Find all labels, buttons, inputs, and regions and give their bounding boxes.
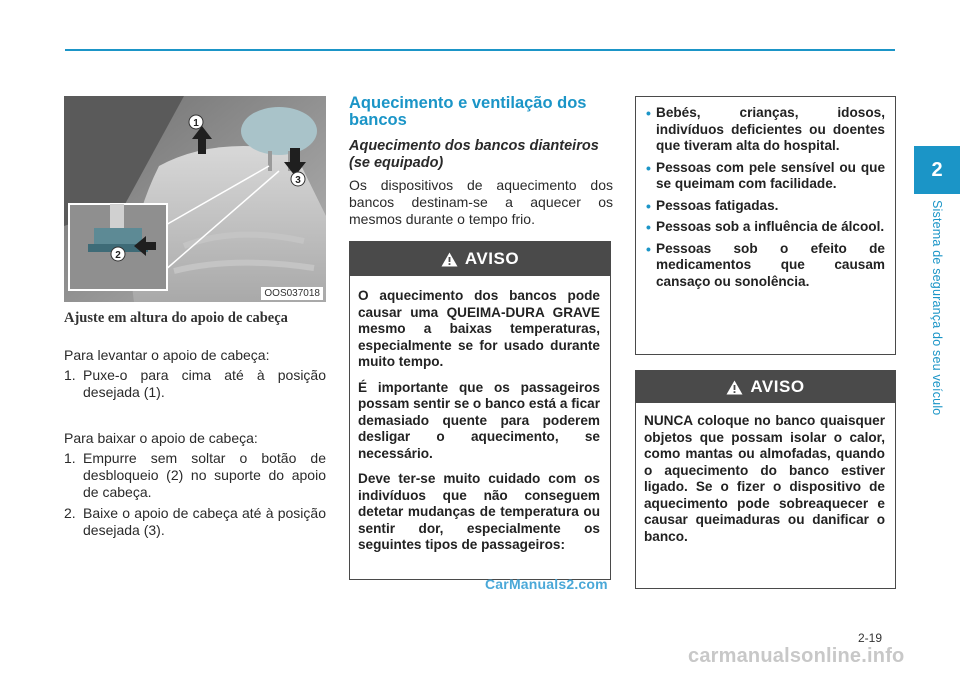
figure-code: OOS037018 (261, 287, 323, 300)
callout-3: 3 (295, 175, 301, 186)
seat-heating-heading: Aquecimento e ventilação dos bancos (349, 94, 587, 129)
chapter-side-title (917, 200, 957, 440)
bullet-icon: • (646, 159, 651, 176)
watermark-link[interactable]: CarManuals2.com (485, 576, 608, 592)
warning-body (350, 276, 610, 564)
headrest-height-heading: Ajuste em altura do apoio de cabeça (64, 310, 288, 326)
lower-intro: Para baixar o apoio de cabeça: (64, 430, 258, 446)
warning-triangle-icon (726, 380, 743, 395)
warning-body (636, 403, 895, 555)
list-item: • Pessoas sob o efeito de medicamentos que causam cansaço ou sonolência. (646, 240, 885, 289)
bullet-icon: • (646, 219, 651, 235)
bullet-icon: • (646, 240, 651, 257)
warning-header (636, 371, 895, 403)
list-item: 2. Baixe o apoio de cabeça até à posição desejada (3). (64, 505, 326, 538)
warning-paragraph: NUNCA coloque no banco quaisquer objetos que possam isolar o calor, como mantas ou almofadas, quando o aquecimento do banco estiver ligado. Se o fizer o dispositivo de aquecimento pode sobreaquecer e causar queimaduras ou danificar o banco. (644, 413, 885, 544)
headrest-figure (64, 96, 326, 302)
warning-box-burns (349, 241, 611, 580)
seat-heating-intro: Os dispositivos de aquecimento dos bancos destinam-se a aquecer os mesmos durante o tempo frio. (349, 177, 613, 227)
list-item: • Pessoas com pele sensível ou que se queimam com facilidade. (646, 159, 885, 191)
chapter-number-tab[interactable]: 2 (914, 146, 960, 194)
warning-header (350, 242, 610, 276)
callout-2: 2 (115, 250, 121, 261)
warning-label: AVISO (464, 249, 520, 268)
vulnerable-passengers-box (635, 96, 896, 355)
list-item: 1. Puxe-o para cima até à posição desejada (1). (64, 367, 326, 400)
lower-steps-list (64, 450, 326, 543)
headrest-illustration (64, 96, 326, 302)
warning-paragraph: O aquecimento dos bancos pode causar uma QUEIMA-DURA GRAVE mesmo a baixas temperaturas, especialmente se for usado durante muito tempo. (358, 288, 600, 369)
header-rule (65, 49, 895, 51)
bullet-icon: • (646, 105, 651, 121)
list-item: • Pessoas sob a influência de álcool. (646, 219, 885, 235)
callout-1: 1 (193, 118, 199, 129)
raise-steps-list (64, 367, 326, 405)
page-number: 2-19 (858, 631, 883, 645)
warning-box-insulating-objects (635, 370, 896, 589)
warning-paragraph: Deve ter-se muito cuidado com os indivíduos que não conseguem detetar mudanças de temperatura ou sentir dor, especialmente os seguintes tipos de passageiros: (358, 471, 600, 552)
raise-intro: Para levantar o apoio de cabeça: (64, 347, 270, 363)
list-item: 1. Empurre sem soltar o botão de desbloqueio (2) no suporte do apoio de cabeça. (64, 450, 326, 500)
warning-triangle-icon (441, 252, 458, 267)
front-seat-heating-subheading: Aquecimento dos bancos dianteiros (se equipado) (349, 138, 599, 171)
warning-label: AVISO (750, 377, 805, 396)
site-watermark: carmanualsonline.info (688, 645, 905, 667)
list-item: • Pessoas fatigadas. (646, 197, 779, 214)
list-item: • Bebés, crianças, idosos, indivíduos deficientes ou doentes que tiveram alta do hospital. (646, 105, 885, 153)
passenger-types-list (636, 97, 895, 290)
bullet-icon: • (646, 197, 651, 214)
chapter-title: Sistema de segurança do seu veículo (930, 200, 944, 416)
warning-paragraph: É importante que os passageiros possam sentir se o banco está a ficar demasiado quente para poderem desligar o aquecimento, se necessário. (358, 379, 600, 461)
